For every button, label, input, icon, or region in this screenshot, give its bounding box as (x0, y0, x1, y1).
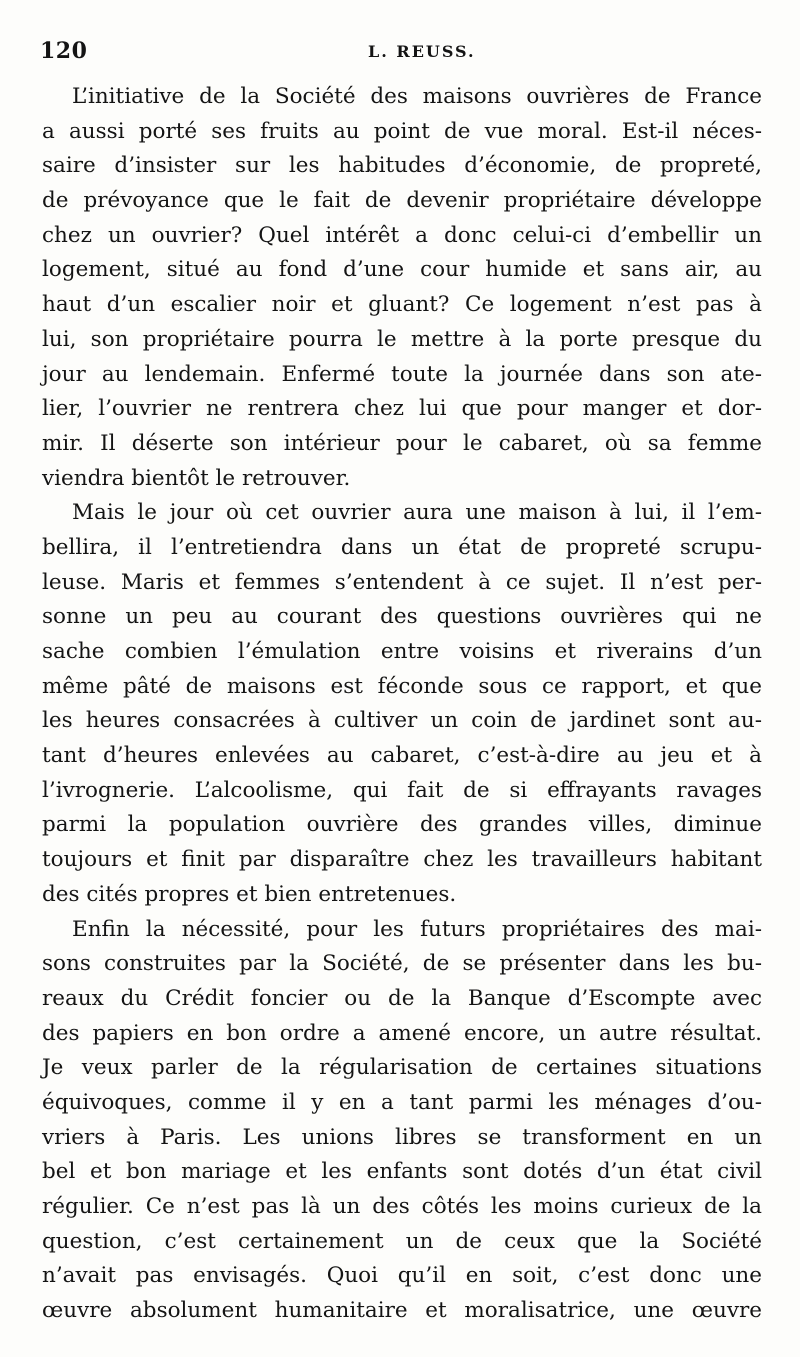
text-line: L’initiative de la Société des maisons ouvrières de France (72, 84, 762, 109)
text-line: leuse. Maris et femmes s’entendent à ce sujet. Il n’est per- (42, 569, 762, 595)
page-number: 120 (40, 38, 88, 64)
text-line: même pâté de maisons est féconde sous ce rapport, et que (42, 673, 762, 699)
text-line: bellira, il l’entretiendra dans un état de propreté scrupu- (42, 534, 762, 560)
text-line: reaux du Crédit foncier ou de la Banque d’Escompte avec (42, 985, 762, 1011)
text-line: viendra bientôt le retrouver. (42, 465, 351, 491)
text-line: équivoques, comme il y en a tant parmi les ménages d’ou- (42, 1089, 762, 1115)
text-line: bel et bon mariage et les enfants sont dotés d’un état civil (42, 1159, 762, 1185)
text-line: tant d’heures enlevées au cabaret, c’est-à-dire au jeu et à (42, 743, 762, 769)
running-head: L. REUSS. (368, 42, 476, 61)
text-line: les heures consacrées à cultiver un coin de jardinet sont au- (42, 708, 762, 734)
text-line: sonne un peu au courant des questions ouvrières qui ne (42, 604, 762, 630)
text-line: haut d’un escalier noir et gluant? Ce logement n’est pas à (42, 292, 762, 318)
text-line: l’ivrognerie. L’alcoolisme, qui fait de si effrayants ravages (42, 777, 762, 803)
page-header (40, 38, 760, 68)
text-line: a aussi porté ses fruits au point de vue moral. Est-il néces- (42, 118, 762, 144)
text-line: de prévoyance que le fait de devenir propriétaire développe (42, 188, 762, 214)
text-line: n’avait pas envisagés. Quoi qu’il en soit, c’est donc une (42, 1263, 762, 1289)
text-line: Je veux parler de la régularisation de certaines situations (42, 1055, 762, 1081)
text-line: Enfin la nécessité, pour les futurs propriétaires des mai- (72, 916, 762, 942)
text-line: question, c’est certainement un de ceux que la Société (42, 1228, 762, 1254)
text-line: des cités propres et bien entretenues. (42, 881, 457, 907)
body-text (42, 80, 762, 1329)
text-line: logement, situé au fond d’une cour humide et sans air, au (42, 257, 762, 283)
text-line: lier, l’ouvrier ne rentrera chez lui que pour manger et dor- (42, 396, 762, 422)
text-line: mir. Il déserte son intérieur pour le cabaret, où sa femme (42, 430, 762, 456)
text-line: vriers à Paris. Les unions libres se transforment en un (42, 1124, 762, 1150)
text-line: parmi la population ouvrière des grandes villes, diminue (42, 812, 762, 838)
text-line: sons construites par la Société, de se présenter dans les bu- (42, 951, 762, 977)
text-line: toujours et finit par disparaître chez les travailleurs habitant (42, 847, 762, 873)
text-line: Mais le jour où cet ouvrier aura une maison à lui, il l’em- (72, 500, 762, 526)
text-line: régulier. Ce n’est pas là un des côtés les moins curieux de la (42, 1194, 762, 1219)
text-line: saire d’insister sur les habitudes d’économie, de propreté, (42, 153, 762, 179)
text-line: sache combien l’émulation entre voisins et riverains d’un (42, 639, 762, 664)
text-line: œuvre absolument humanitaire et moralisatrice, une œuvre (42, 1298, 762, 1324)
text-line: chez un ouvrier? Quel intérêt a donc celui-ci d’embellir un (42, 222, 762, 248)
text-line: lui, son propriétaire pourra le mettre à la porte presque du (42, 326, 762, 352)
text-line: jour au lendemain. Enfermé toute la journée dans son ate- (42, 361, 762, 387)
text-line: des papiers en bon ordre a amené encore, un autre résultat. (42, 1020, 762, 1046)
